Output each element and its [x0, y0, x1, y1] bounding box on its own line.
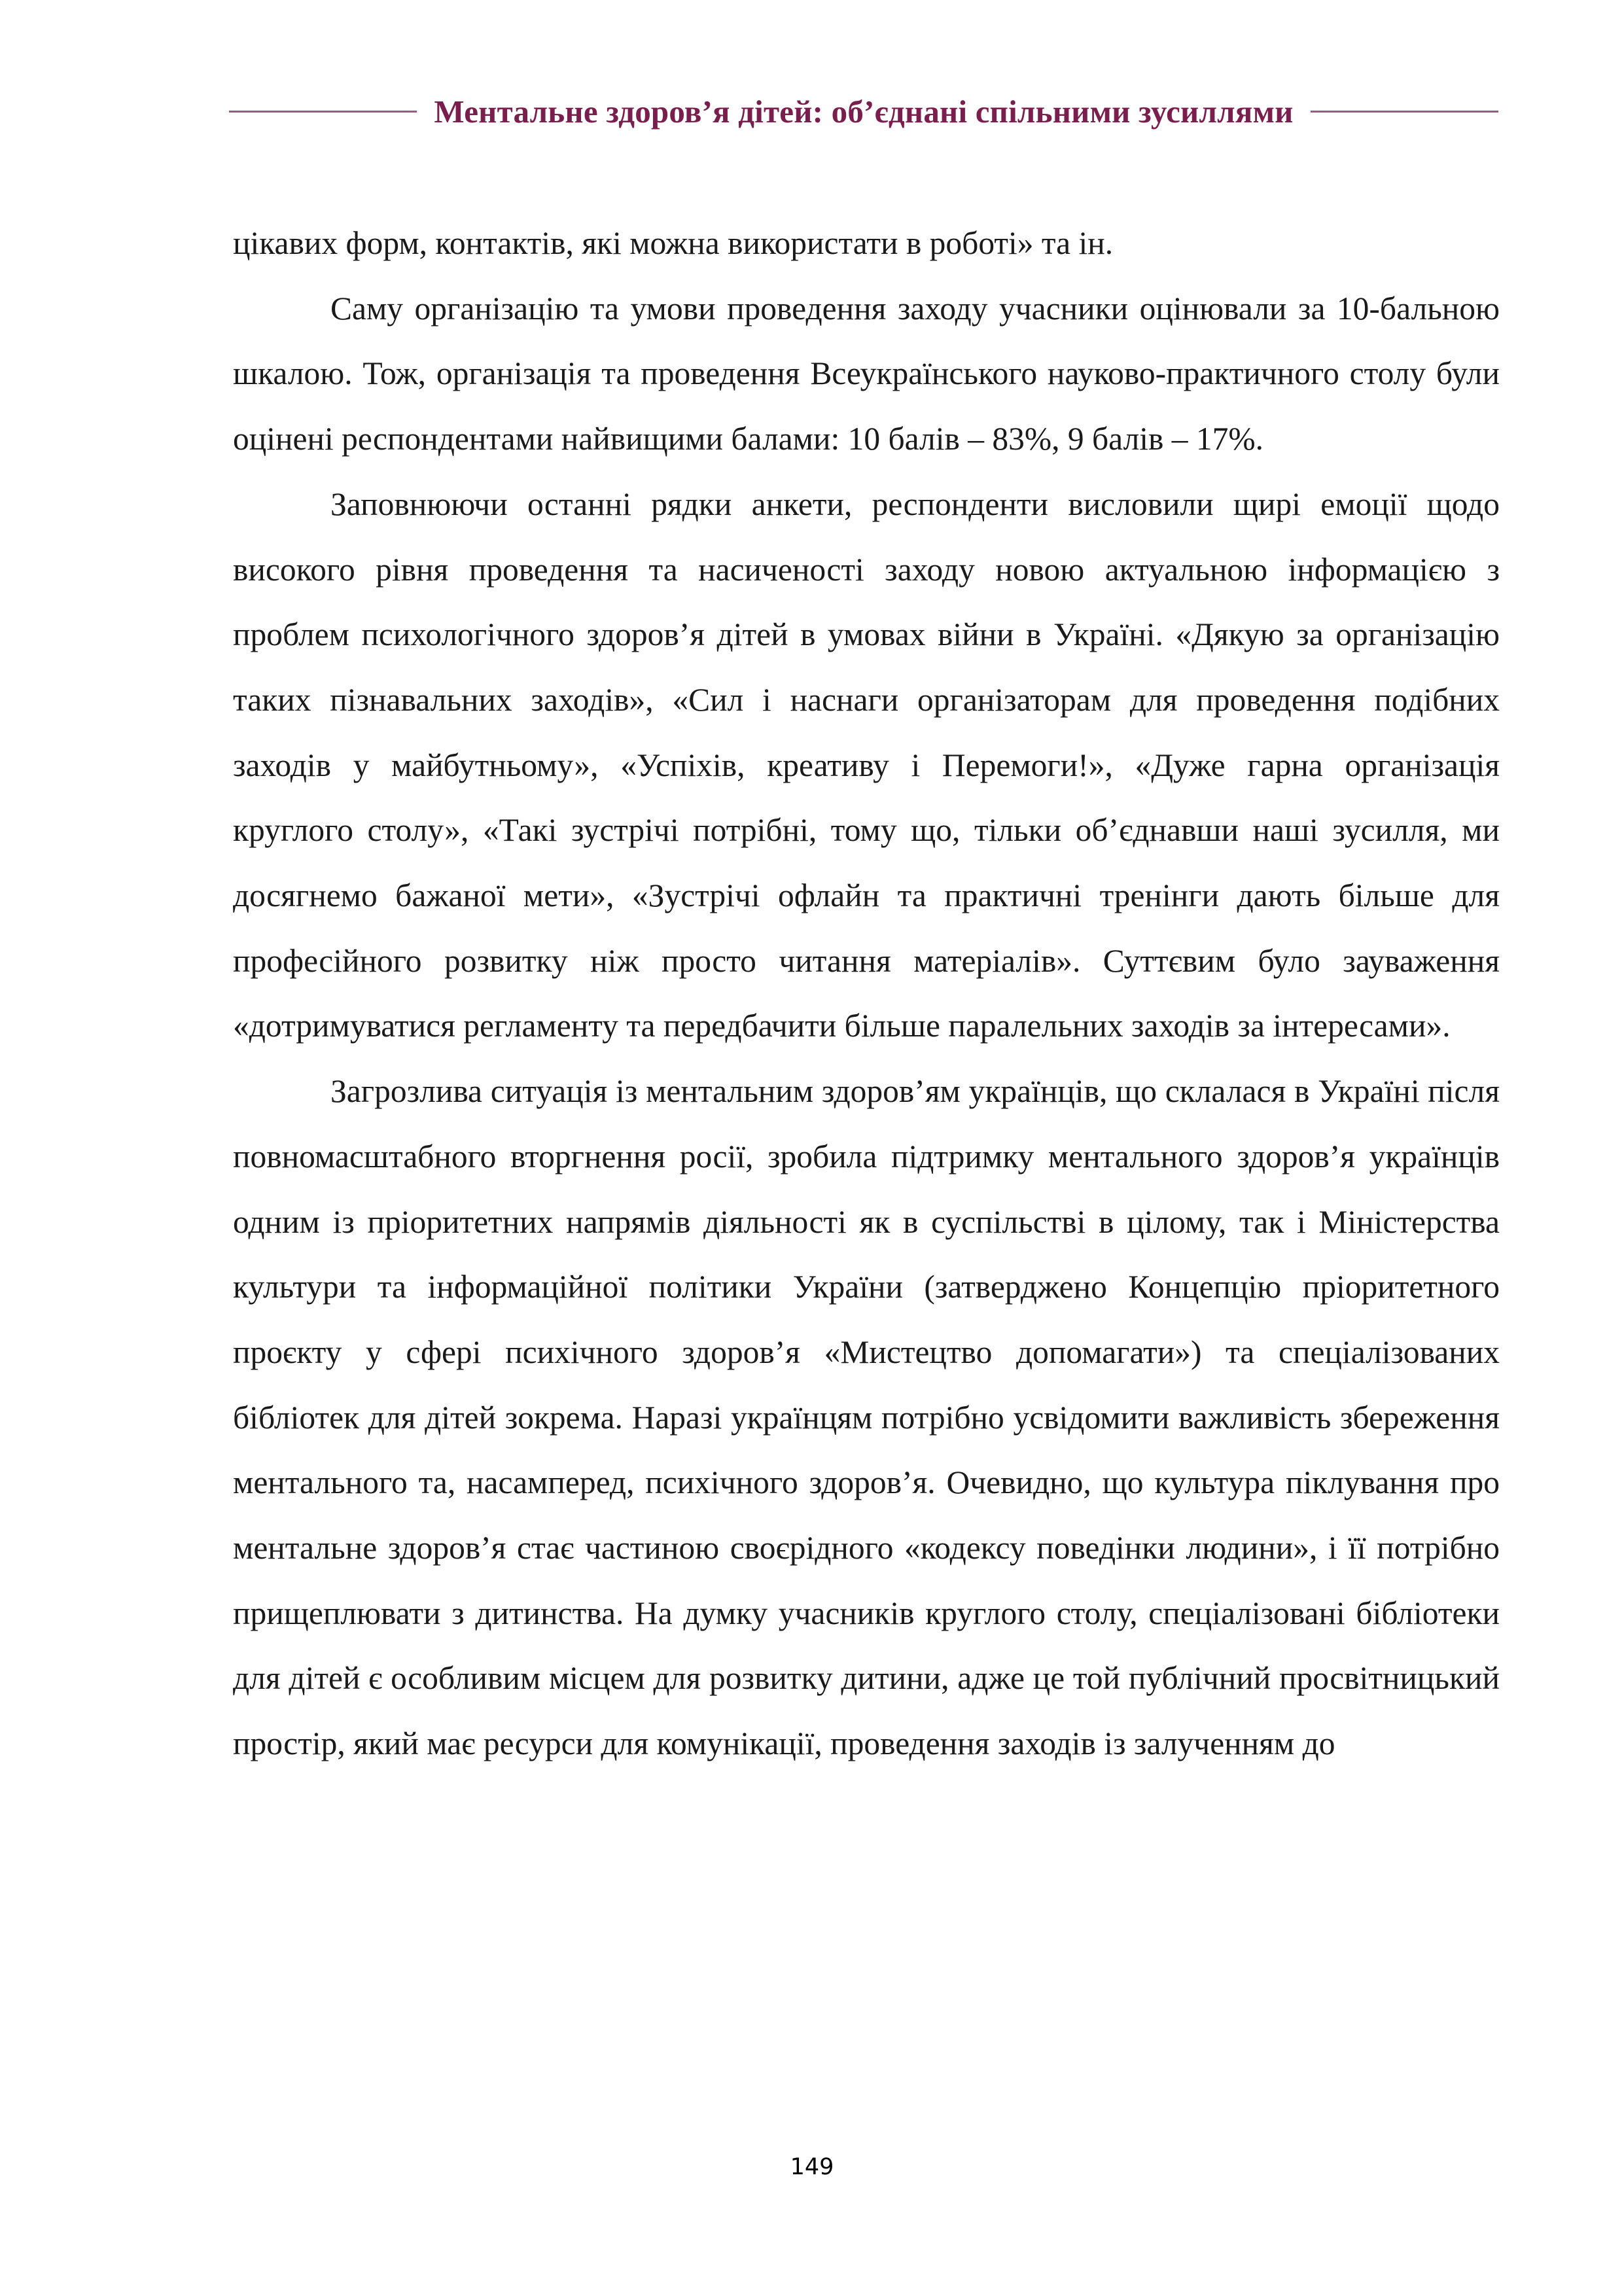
- header-rule-right: [1311, 111, 1498, 113]
- running-header: [229, 85, 1498, 137]
- paragraph-continued: цікавих форм, контактів, які можна використати в роботі» та ін.: [233, 225, 1114, 261]
- header-rule-left: [229, 111, 417, 113]
- page-number: 149: [790, 2154, 834, 2180]
- paragraph-mental-health-situation: Загрозлива ситуація із ментальним здоров’ям українців, що склалася в Україні після повномасштабного вторгнення росії, зробила підтримку ментального здоров’я українців одним із пріоритетних напрямів діяльності як в суспільстві в цілому, так і Міністерства культури та інформаційної політики України (затверджено Концепцію пріоритетного проєкту у сфері психічного здоров’я «Мистецтво допомагати») та спеціалізованих бібліотек для дітей зокрема. Наразі українцям потрібно усвідомити важливість збереження ментального та, насамперед, психічного здоров’я. Очевидно, що культура піклування про ментальне здоров’я стає частиною своєрідного «кодексу поведінки людини», і її потрібно прищеплювати з дитинства. На думку учасників круглого столу, спеціалізовані бібліотеки для дітей є особливим місцем для розвитку дитини, адже це той публічний просвітницький простір, який має ресурси для комунікації, проведення заходів із залученням до: [233, 1073, 1500, 1762]
- paragraph-respondent-feedback: Заповнюючи останні рядки анкети, респонденти висловили щирі емоції щодо високого рівня проведення та насиченості заходу новою актуальною інформацією з проблем психологічного здоров’я дітей в умовах війни в Україні. «Дякую за організацію таких пізнавальних заходів», «Сил і наснаги організаторам для проведення подібних заходів у майбутньому», «Успіхів, креативу і Перемоги!», «Дуже гарна організація круглого столу», «Такі зустрічі потрібні, тому що, тільки об’єднавши наші зусилля, ми досягнемо бажаної мети», «Зустрічі офлайн та практичні тренінги дають більше для професійного розвитку ніж просто читання матеріалів». Суттєвим було зауваження «дотримуватися регламенту та передбачити більше паралельних заходів за інтересами».: [233, 486, 1500, 1044]
- header-title: Ментальне здоров’я дітей: об’єднані спільними зусиллями: [434, 93, 1294, 130]
- paragraph-evaluation: Саму організацію та умови проведення заходу учасники оцінювали за 10-бальною шкалою. Тож, організація та проведення Всеукраїнського науково-практичного столу були оцінені респондентами найвищими балами: 10 балів – 83%, 9 балів – 17%.: [233, 290, 1500, 457]
- body-text: [233, 211, 1500, 1776]
